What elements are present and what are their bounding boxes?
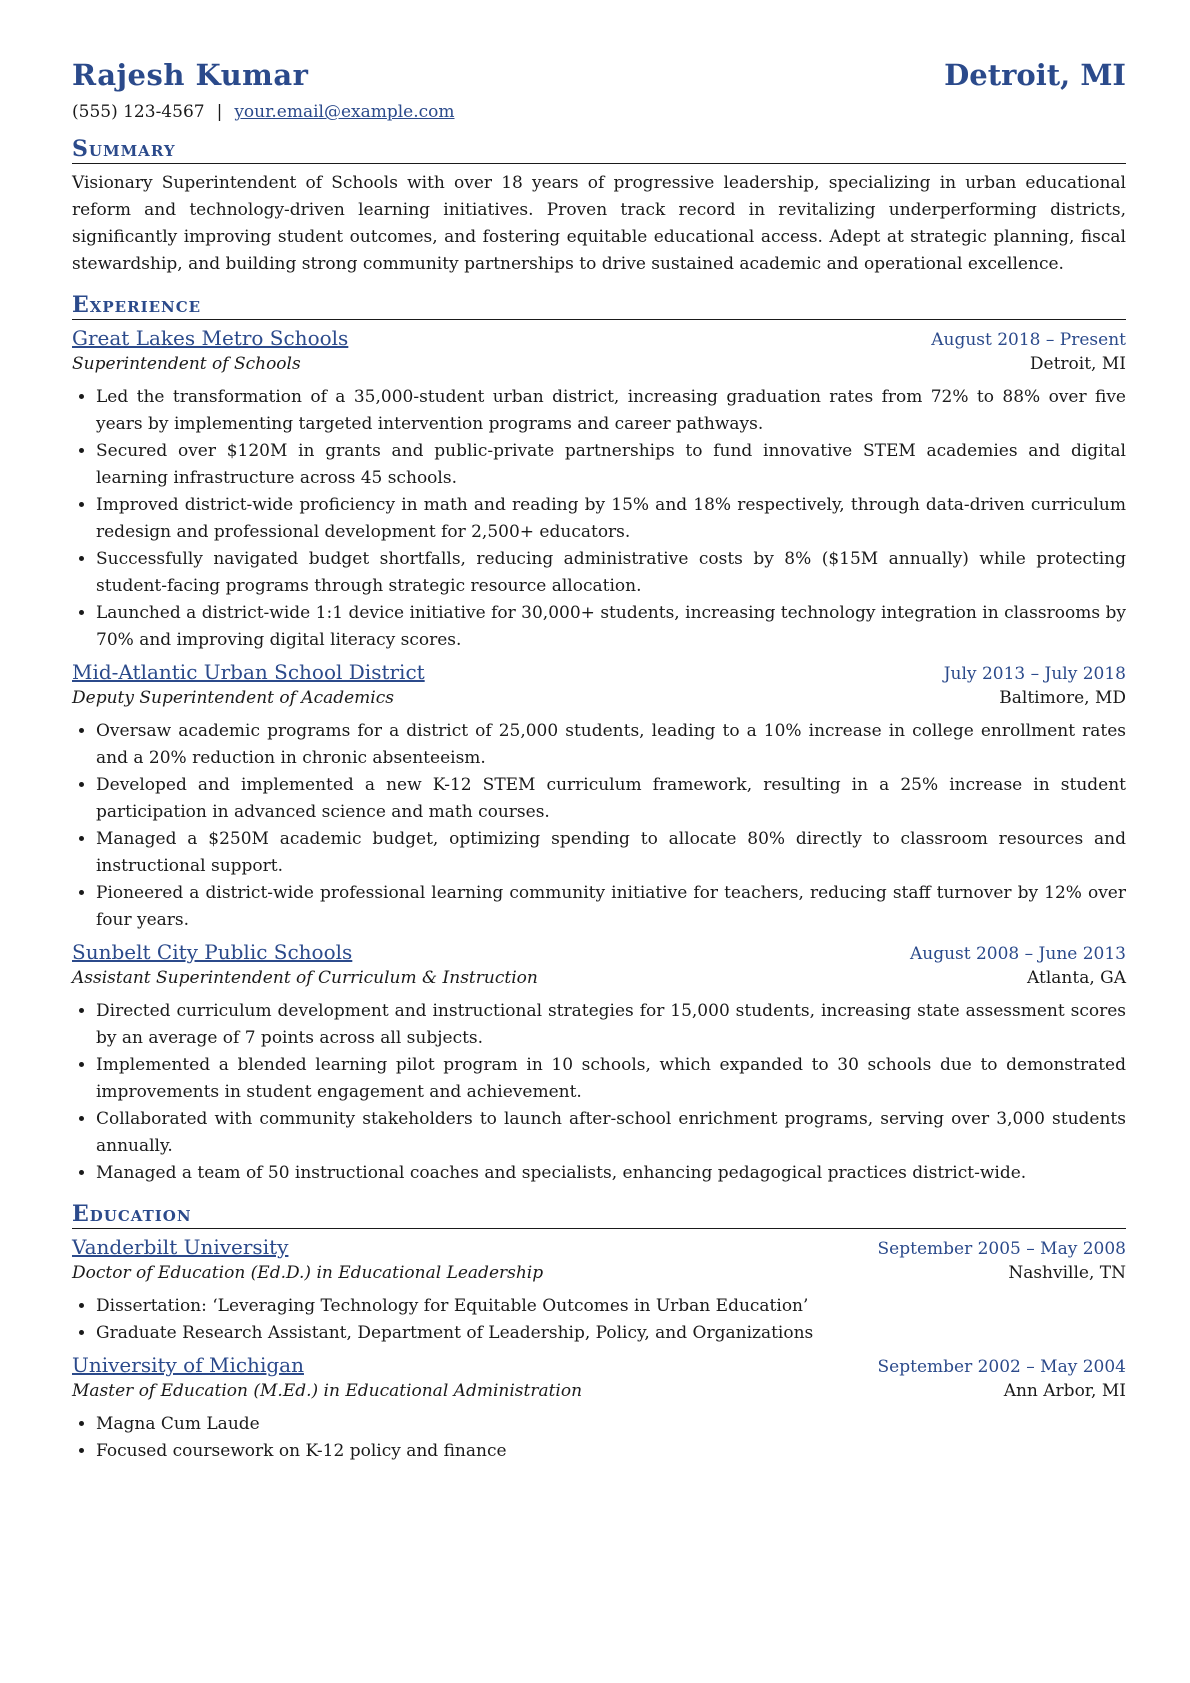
experience-dates: August 2008 – June 2013 — [909, 944, 1126, 964]
experience-entry-header — [72, 660, 1126, 684]
experience-list — [72, 326, 1126, 1187]
education-entry-header — [72, 1353, 1126, 1377]
experience-location: Baltimore, MD — [999, 688, 1126, 708]
education-entry-subheader — [72, 1263, 1126, 1283]
education-dates: September 2005 – May 2008 — [877, 1239, 1126, 1259]
contact-separator: | — [216, 102, 223, 122]
experience-dates: August 2018 – Present — [931, 330, 1126, 350]
experience-organization-link[interactable]: Great Lakes Metro Schools — [72, 326, 349, 350]
education-entry-subheader — [72, 1381, 1126, 1401]
education-bullet-list — [72, 1293, 1126, 1347]
list-item: • Directed curriculum development and instructional strategies for 15,000 students, increasing state assessment scores by an average of 7 points across all subjects. — [96, 998, 1126, 1052]
experience-section-title: Experience — [72, 292, 1126, 320]
education-section-title: Education — [72, 1201, 1126, 1229]
experience-location: Atlanta, GA — [1027, 968, 1126, 988]
summary-section-title: Summary — [72, 136, 1126, 164]
education-organization-link[interactable]: Vanderbilt University — [72, 1235, 289, 1259]
list-item: • Implemented a blended learning pilot program in 10 schools, which expanded to 30 schools due to demonstrated improvements in student engagement and achievement. — [96, 1052, 1126, 1106]
experience-role: Deputy Superintendent of Academics — [72, 688, 394, 708]
list-item: • Improved district-wide proficiency in math and reading by 15% and 18% respectively, through data-driven curriculum redesign and professional development for 2,500+ educators. — [96, 492, 1126, 546]
candidate-name: Rajesh Kumar — [72, 58, 309, 92]
list-item: • Magna Cum Laude — [96, 1411, 1126, 1438]
experience-entry-subheader — [72, 354, 1126, 374]
education-organization-link[interactable]: University of Michigan — [72, 1353, 304, 1377]
education-entry — [72, 1353, 1126, 1465]
education-bullet-list — [72, 1411, 1126, 1465]
list-item: • Collaborated with community stakeholders to launch after-school enrichment programs, serving over 3,000 students annually. — [96, 1106, 1126, 1160]
list-item: • Secured over $120M in grants and public-private partnerships to fund innovative STEM academies and digital learning infrastructure across 45 schools. — [96, 438, 1126, 492]
experience-entry — [72, 660, 1126, 934]
list-item: • Developed and implemented a new K-12 STEM curriculum framework, resulting in a 25% increase in student participation in advanced science and math courses. — [96, 772, 1126, 826]
experience-entry-header — [72, 326, 1126, 350]
summary-text: Visionary Superintendent of Schools with over 18 years of progressive leadership, specializing in urban educational reform and technology-driven learning initiatives. Proven track record in revitalizing underperforming districts, significantly improving student outcomes, and fostering equitable educational access. Adept at strategic planning, fiscal stewardship, and building strong community partnerships to drive sustained academic and operational excellence. — [72, 173, 1126, 274]
education-location: Nashville, TN — [1008, 1263, 1126, 1283]
experience-dates: July 2013 – July 2018 — [943, 664, 1126, 684]
list-item: • Pioneered a district-wide professional learning community initiative for teachers, reducing staff turnover by 12% over four years. — [96, 880, 1126, 934]
education-list — [72, 1235, 1126, 1465]
experience-bullet-list — [72, 998, 1126, 1187]
education-entry-header — [72, 1235, 1126, 1259]
experience-entry-header — [72, 940, 1126, 964]
list-item: • Graduate Research Assistant, Department of Leadership, Policy, and Organizations — [96, 1320, 1126, 1347]
list-item: • Led the transformation of a 35,000-student urban district, increasing graduation rates from 72% to 88% over five years by implementing targeted intervention programs and career pathways. — [96, 384, 1126, 438]
experience-entry — [72, 326, 1126, 654]
list-item: • Oversaw academic programs for a district of 25,000 students, leading to a 10% increase in college enrollment rates and a 20% reduction in chronic absenteeism. — [96, 718, 1126, 772]
resume-page — [72, 58, 1126, 1465]
list-item: • Managed a $250M academic budget, optimizing spending to allocate 80% directly to classroom resources and instructional support. — [96, 826, 1126, 880]
education-dates: September 2002 – May 2004 — [877, 1357, 1126, 1377]
list-item: • Managed a team of 50 instructional coaches and specialists, enhancing pedagogical practices district-wide. — [96, 1160, 1126, 1187]
header-location: Detroit, MI — [944, 58, 1126, 92]
experience-organization-link[interactable]: Mid-Atlantic Urban School District — [72, 660, 425, 684]
education-location: Ann Arbor, MI — [1003, 1381, 1126, 1401]
list-item: • Dissertation: ‘Leveraging Technology for Equitable Outcomes in Urban Education’ — [96, 1293, 1126, 1320]
email-link[interactable]: your.email@example.com — [234, 102, 455, 122]
experience-role: Assistant Superintendent of Curriculum & Instruction — [72, 968, 538, 988]
experience-entry-subheader — [72, 968, 1126, 988]
list-item: • Launched a district-wide 1:1 device initiative for 30,000+ students, increasing technology integration in classrooms by 70% and improving digital literacy scores. — [96, 600, 1126, 654]
experience-bullet-list — [72, 384, 1126, 654]
experience-organization-link[interactable]: Sunbelt City Public Schools — [72, 940, 353, 964]
experience-location: Detroit, MI — [1029, 354, 1126, 374]
education-role: Master of Education (M.Ed.) in Educational Administration — [72, 1381, 583, 1401]
experience-role: Superintendent of Schools — [72, 354, 301, 374]
experience-entry — [72, 940, 1126, 1187]
contact-line — [72, 102, 1126, 122]
education-role: Doctor of Education (Ed.D.) in Educational Leadership — [72, 1263, 544, 1283]
phone-number: (555) 123-4567 — [72, 102, 205, 122]
education-entry — [72, 1235, 1126, 1347]
experience-entry-subheader — [72, 688, 1126, 708]
list-item: • Successfully navigated budget shortfalls, reducing administrative costs by 8% ($15M annually) while protecting student-facing programs through strategic resource allocation. — [96, 546, 1126, 600]
experience-bullet-list — [72, 718, 1126, 934]
header — [72, 58, 1126, 92]
list-item: • Focused coursework on K-12 policy and finance — [96, 1438, 1126, 1465]
